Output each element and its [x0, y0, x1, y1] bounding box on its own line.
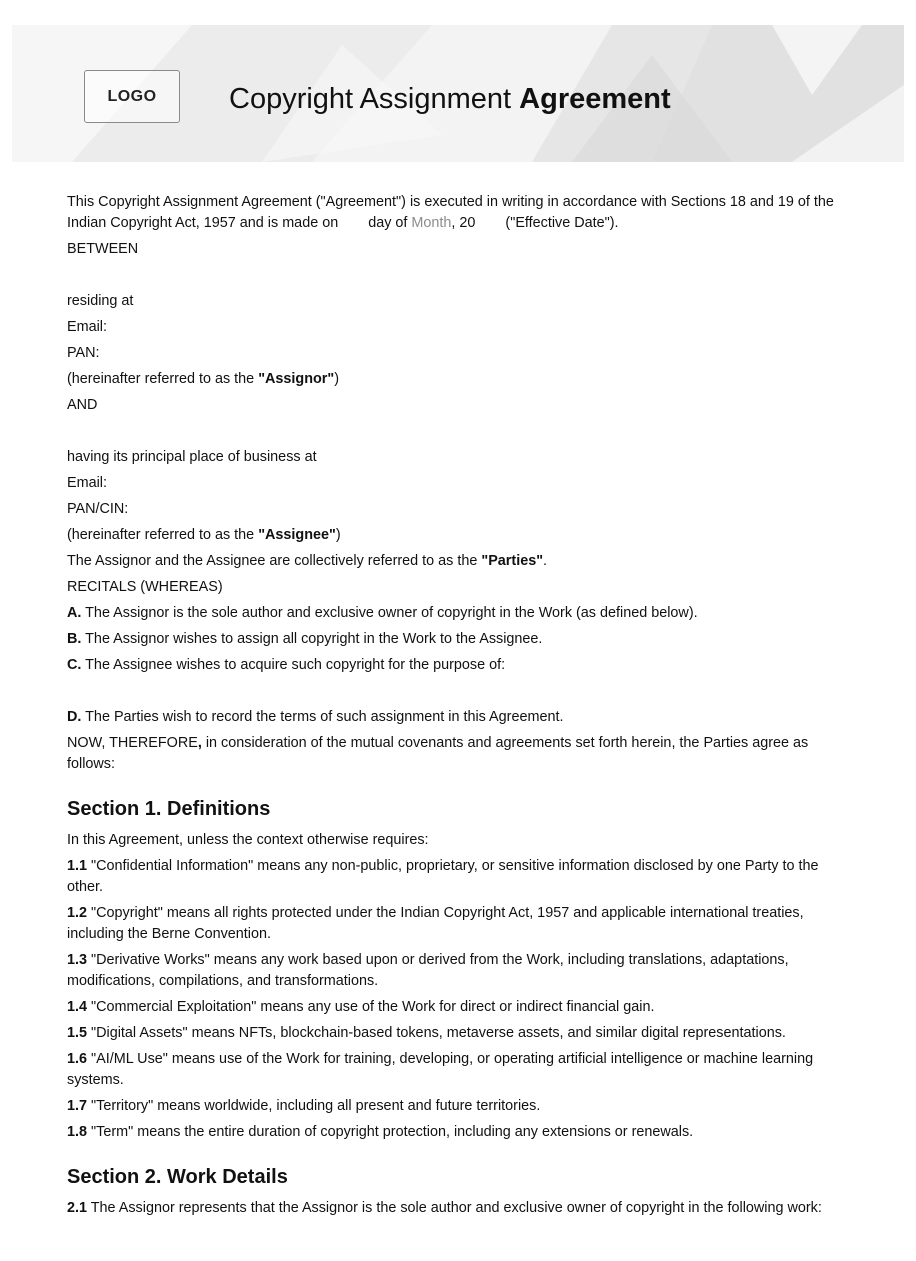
document-title-regular: Copyright Assignment: [229, 83, 512, 115]
recital-d: [67, 707, 857, 728]
recital-c-label: C.: [67, 657, 82, 673]
definition-text: "AI/ML Use" means use of the Work for training, developing, or operating artificial intelligence or machine learning systems.: [67, 1051, 814, 1088]
section-1-intro: In this Agreement, unless the context otherwise requires:: [67, 832, 429, 848]
parties-prefix: The Assignor and the Assignee are collectively referred to as the: [67, 553, 482, 569]
header-banner: [12, 25, 904, 162]
definition-item: [67, 1096, 857, 1117]
assignee-email: Email:: [67, 475, 107, 491]
document-title: [229, 83, 671, 116]
definition-number: 1.6: [67, 1051, 88, 1067]
assignee-name-blank: [67, 421, 857, 447]
assignee-definition: [67, 525, 857, 546]
purpose-blank: [67, 681, 857, 707]
section-2-heading: Section 2. Work Details: [67, 1166, 288, 1188]
assignor-term: "Assignor": [258, 371, 335, 387]
definition-number: 1.3: [67, 952, 88, 968]
assignee-ref-prefix: (hereinafter referred to as the: [67, 527, 259, 543]
parties-term: "Parties": [481, 553, 544, 569]
assignor-residing: residing at: [67, 293, 134, 309]
assignor-email: Email:: [67, 319, 107, 335]
assignor-ref-prefix: (hereinafter referred to as the: [67, 371, 259, 387]
definition-number: 1.8: [67, 1124, 88, 1140]
now-therefore-comma: ,: [197, 735, 202, 751]
recital-a-label: A.: [67, 605, 82, 621]
assignor-ref-suffix: ): [334, 371, 339, 387]
intro-day-of: day of: [368, 215, 408, 231]
recital-c: [67, 655, 857, 676]
definition-item: [67, 903, 857, 945]
recital-d-label: D.: [67, 709, 82, 725]
assignor-definition: [67, 369, 857, 390]
intro-paragraph: [67, 192, 857, 234]
recital-c-text: The Assignee wishes to acquire such copyright for the purpose of:: [81, 657, 506, 673]
assignee-business: having its principal place of business at: [67, 449, 317, 465]
now-therefore-text: in consideration of the mutual covenants and agreements set forth herein, the Parties agree as follows:: [67, 735, 809, 772]
between-label: BETWEEN: [67, 241, 139, 257]
recital-b-text: The Assignor wishes to assign all copyright in the Work to the Assignee.: [81, 631, 543, 647]
intro-effective-date: ("Effective Date").: [505, 215, 619, 231]
definition-text: "Territory" means worldwide, including all present and future territories.: [87, 1098, 541, 1114]
definition-number: 1.1: [67, 858, 88, 874]
definition-text: "Commercial Exploitation" means any use of the Work for direct or indirect financial gain.: [87, 999, 655, 1015]
assignee-term: "Assignee": [258, 527, 336, 543]
recital-a-text: The Assignor is the sole author and exclusive owner of copyright in the Work (as defined below).: [81, 605, 698, 621]
assignee-pancin: PAN/CIN:: [67, 501, 129, 517]
parties-definition: [67, 551, 857, 572]
definition-item: [67, 1023, 857, 1044]
definitions-list: [67, 856, 857, 1143]
section-1-heading: Section 1. Definitions: [67, 798, 271, 820]
definition-number: 1.4: [67, 999, 88, 1015]
recital-d-text: The Parties wish to record the terms of such assignment in this Agreement.: [81, 709, 564, 725]
definition-item: [67, 856, 857, 898]
intro-text: This Copyright Assignment Agreement ("Agreement") is executed in writing in accordance with Sections 18 and 19 of the Indian Copyright Act, 1957 and is made on: [67, 194, 834, 231]
definition-number: 1.7: [67, 1098, 88, 1114]
recital-b: [67, 629, 857, 650]
recital-a: [67, 603, 857, 624]
assignee-ref-suffix: ): [335, 527, 341, 543]
month-placeholder: Month: [411, 215, 452, 231]
logo-placeholder: [84, 70, 180, 123]
intro-year-prefix: , 20: [451, 215, 476, 231]
now-therefore-prefix: NOW, THEREFORE: [67, 735, 198, 751]
logo-text: LOGO: [107, 87, 157, 105]
and-label: AND: [67, 397, 98, 413]
definition-text: "Derivative Works" means any work based upon or derived from the Work, including translations, adaptations, modifications, compilations, and transformations.: [67, 952, 789, 989]
parties-suffix: .: [543, 553, 548, 569]
recitals-heading: RECITALS (WHEREAS): [67, 579, 223, 595]
definition-item: [67, 950, 857, 992]
definition-text: "Digital Assets" means NFTs, blockchain-based tokens, metaverse assets, and similar digital representations.: [87, 1025, 786, 1041]
definition-text: "Term" means the entire duration of copyright protection, including any extensions or renewals.: [87, 1124, 694, 1140]
definition-item: [67, 1049, 857, 1091]
definition-text: "Confidential Information" means any non-public, proprietary, or sensitive information disclosed by one Party to the other.: [67, 858, 819, 895]
definition-text: "Copyright" means all rights protected under the Indian Copyright Act, 1957 and applicable international treaties, including the Berne Convention.: [67, 905, 804, 942]
document-body: [67, 192, 857, 1224]
recital-b-label: B.: [67, 631, 82, 647]
clause-2-1: [67, 1198, 857, 1219]
document-title-bold: Agreement: [519, 83, 671, 115]
definition-number: 1.2: [67, 905, 88, 921]
definition-item: [67, 1122, 857, 1143]
assignor-pan: PAN:: [67, 345, 100, 361]
assignor-name-blank: [67, 265, 857, 291]
clause-2-1-number: 2.1: [67, 1200, 88, 1216]
definition-number: 1.5: [67, 1025, 88, 1041]
clause-2-1-text: The Assignor represents that the Assignor is the sole author and exclusive owner of copyright in the following work:: [87, 1200, 822, 1216]
definition-item: [67, 997, 857, 1018]
now-therefore: [67, 733, 857, 775]
